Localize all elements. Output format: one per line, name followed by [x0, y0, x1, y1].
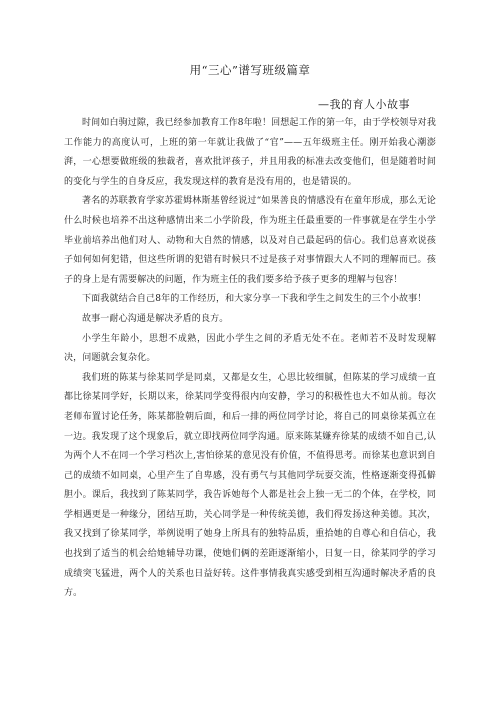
paragraph: 时间如白驹过隙，我已经参加教育工作8年啦！回想起工作的第一年，由于学校领导对我工作能力的高度认可，上班的第一年就让我做了“官”——五年级班主任。刚开始我心潮澎湃，一心想要做班级的独裁者，喜欢批评孩子，并且用我的标准去改变他们，但是随着时间的变化与学生的自身反应，我发现这样的教育是没有用的，也是错误的。 — [64, 118, 436, 187]
document-body — [64, 114, 436, 604]
paragraph: 下面我就结合自己8年的工作经历，和大家分享一下我和学生之间发生的三个小故事！ — [82, 294, 427, 305]
paragraph: 著名的苏联教育学家苏霍姆林斯基曾经说过“如果善良的情感没有在童年形成，那么无论什么时候也培养不出这种感情出来二小学阶段，作为班主任最重要的一件事就是在学生小学毕业前培养出他们对人、动物和大自然的情感，以及对自己最起码的信心。我们总喜欢说孩子如何如何犯错，但这些所谓的犯错有时候只不过是孩子对事情跟大人不同的理解而已。孩子的身上是有需要解决的问题，作为班主任的我们要多给予孩子更多的理解与包容！ — [64, 196, 436, 285]
document-subtitle: —我的育人小故事 — [318, 98, 410, 111]
story-heading: 故事一耐心沟通是解决矛盾的良方。 — [82, 313, 229, 324]
paragraph: 我们班的陈某与徐某同学是同桌，又都是女生，心思比较细腻，但陈某的学习成绩一直都比徐某同学好，长期以来，徐某同学变得很内向安静，学习的积极性也大不如从前。每次老师布置讨论任务，陈某都脸朝后面，和后一排的两位同学讨论，将自己的同桌徐某孤立在一边。我发现了这个现象后，就立即找两位同学沟通。原来陈某嫌弃徐某的成绩不如自己,认为两个人不在同一个学习档次上,害怕徐某的意见没有价值，不值得思考。而徐某也意识到自己的成绩不如同桌，心里产生了自卑感，没有勇气与其他同学玩耍交流，性格逐渐变得孤僻胆小。课后，我找到了陈某同学，我告诉她每个人都是社会上独一无二的个体，在学校，同学相遇更是一种缘分，团结互助，关心同学是一种传统美德，我们得发扬这种美德。其次，我又找到了徐某同学，举例说明了她身上所具有的独特品质，重拾她的自尊心和自信心，我也找到了适当的机会给她辅导功课，使她们俩的差距逐渐缩小，日复一日，徐某同学的学习成绩突飞猛进，两个人的关系也日益好转。这件事情我真实感受到相互沟通时解决矛盾的良方。 — [64, 372, 436, 599]
paragraph: 小学生年龄小，思想不成熟，因此小学生之间的矛盾无处不在。老师若不及时发现解决，问题就会复杂化。 — [64, 333, 436, 364]
document-title: 用“三心”谱写班级篇章 — [189, 63, 311, 77]
